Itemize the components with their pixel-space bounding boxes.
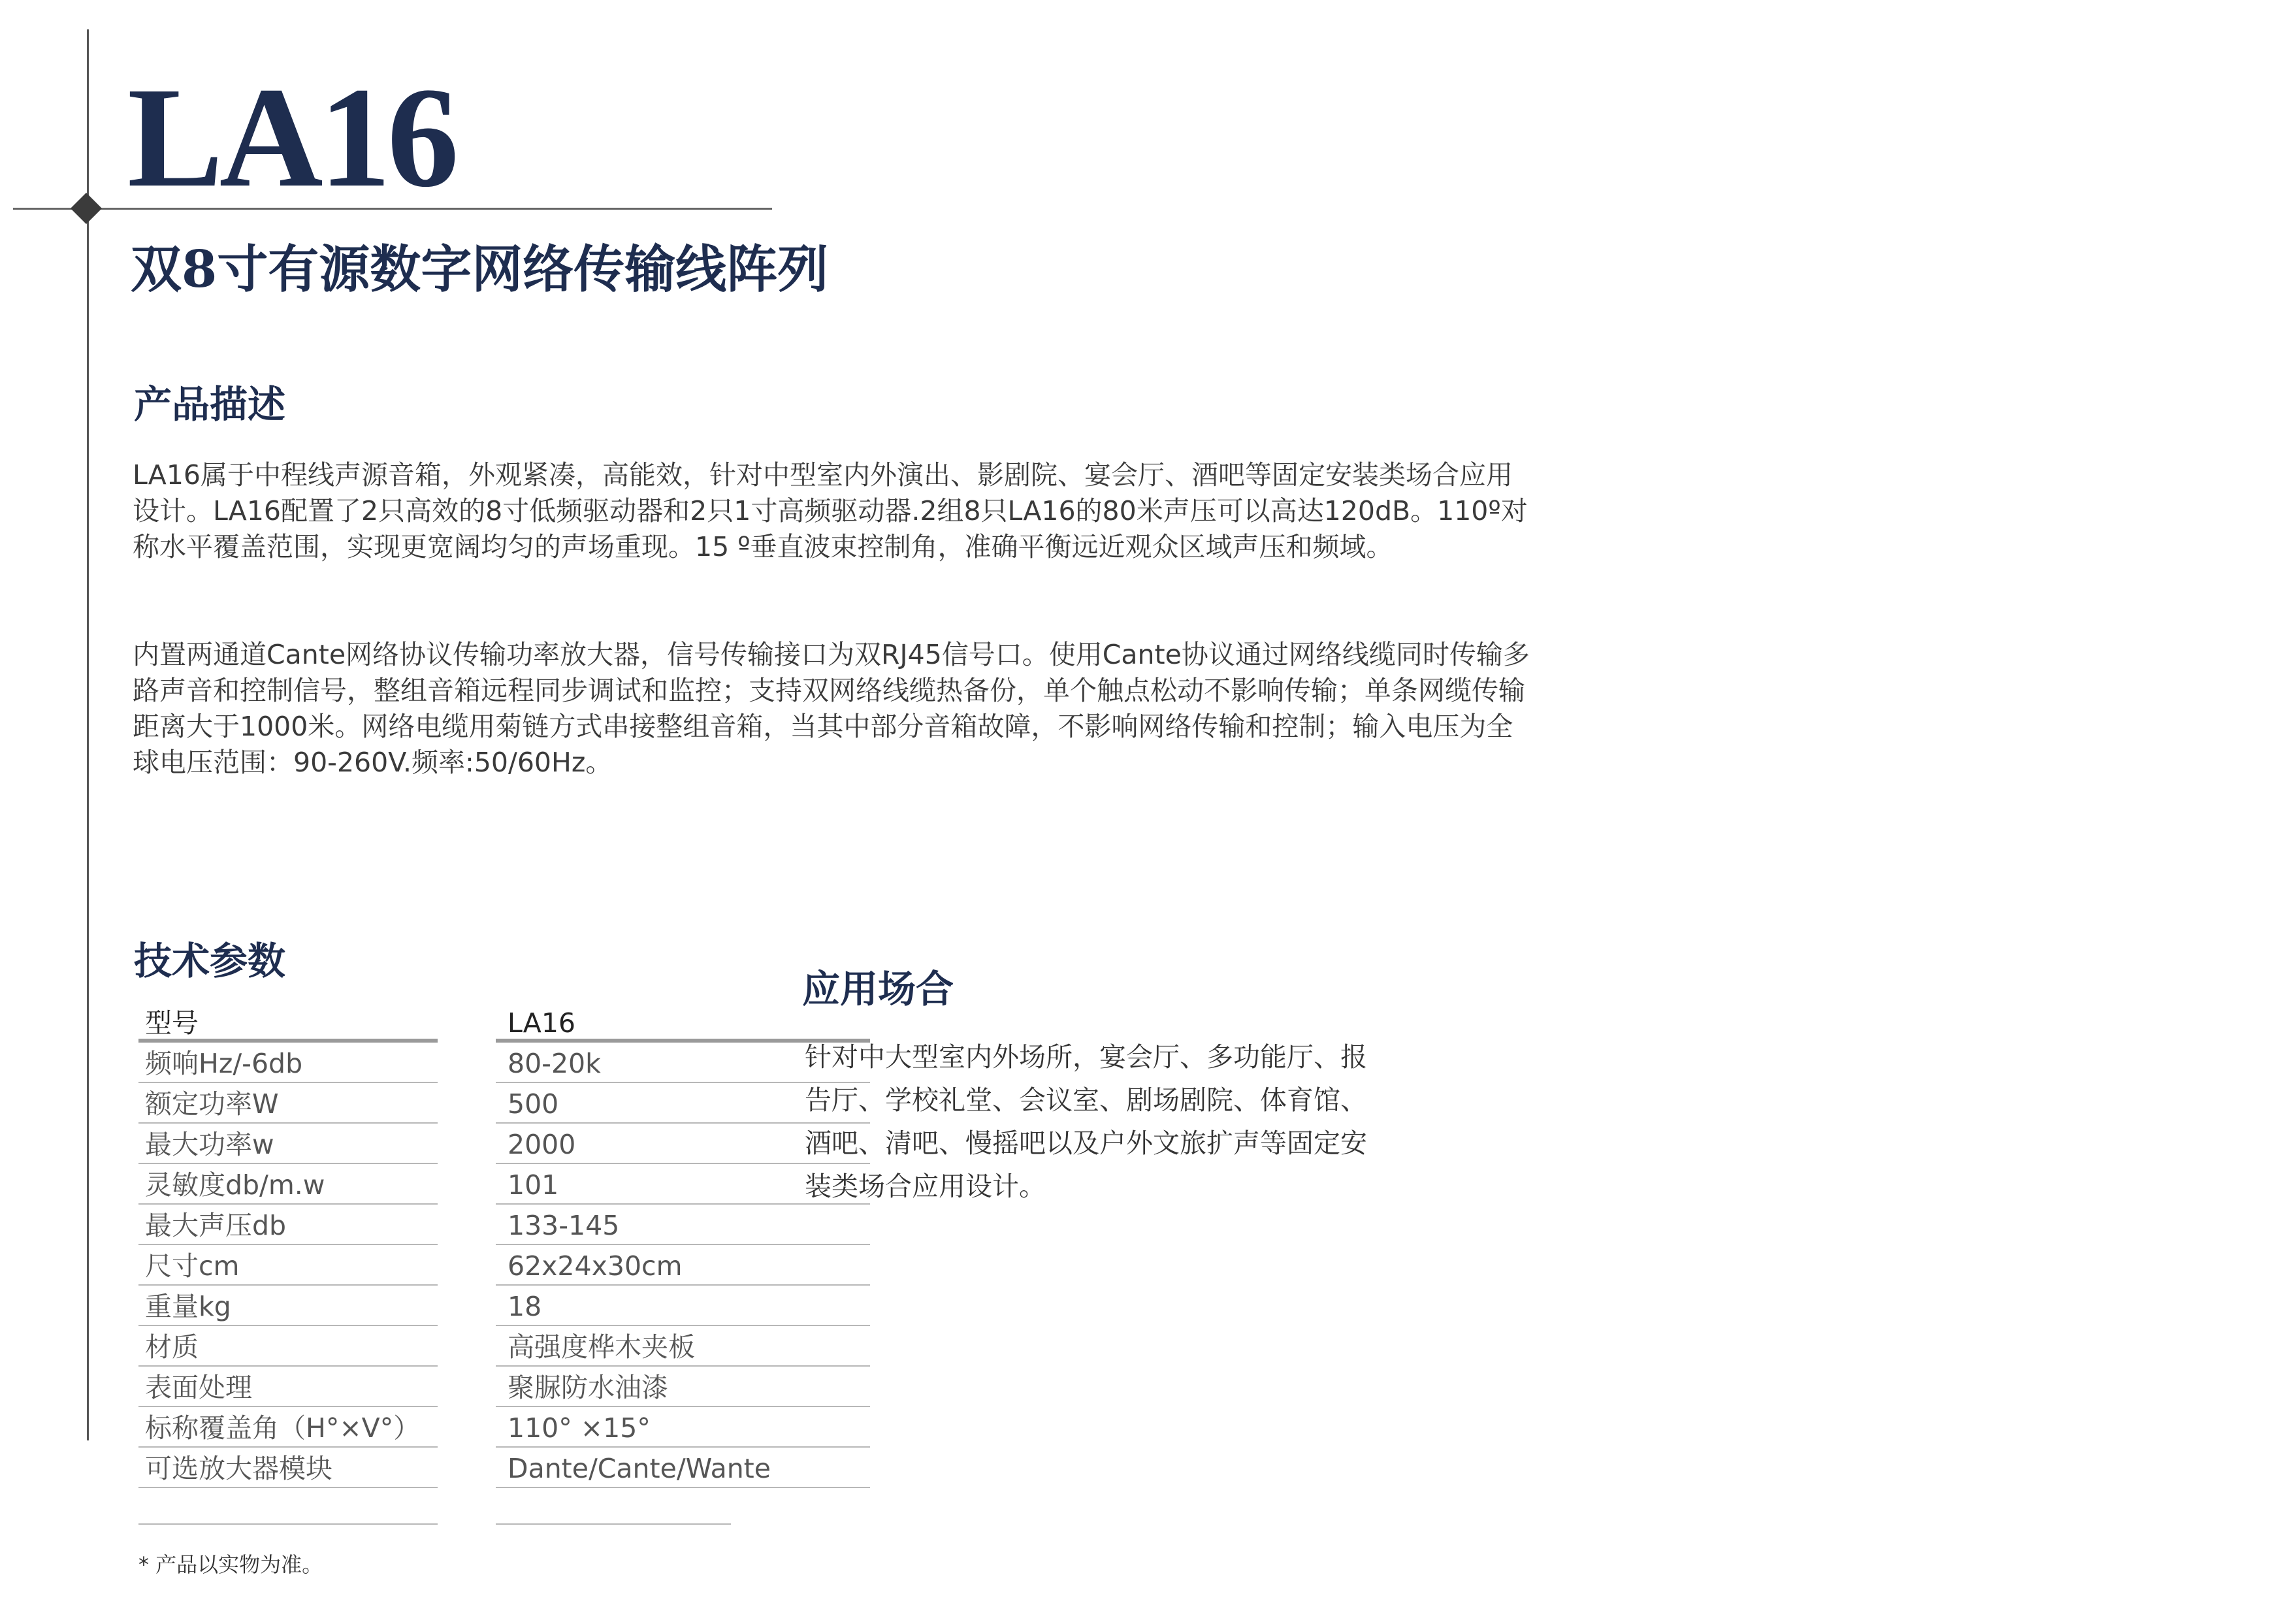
product-title: LA16 xyxy=(127,57,455,217)
spec-value: 2000 xyxy=(508,1129,576,1160)
spec-label: 最大声压db xyxy=(145,1210,287,1241)
description-paragraph-2: 内置两通道Cante网络协议传输功率放大器，信号传输接口为双RJ45信号口。使用Cante协议通过网络线缆同时传输多路声音和控制信号，整组音箱远程同步调试和监控；支持双网络线缆热备份，单个触点松动不影响传输；单条网缆传输距离大于1000米。网络电缆用菊链方式串接整组音箱，当其中部分音箱故障，不影响网络传输和控制；输入电压为全球电压范围：90-260V.频率:50/60Hz。 xyxy=(133,639,1530,778)
spec-value: 101 xyxy=(508,1169,559,1201)
spec-label: 重量kg xyxy=(145,1291,231,1322)
spec-value: Dante/Cante/Wante xyxy=(508,1453,771,1484)
spec-row xyxy=(138,1326,792,1367)
footnote: * 产品以实物为准。 xyxy=(138,1552,323,1577)
underline xyxy=(496,1487,870,1488)
spec-label: 额定功率W xyxy=(145,1088,279,1120)
spec-label: 标称覆盖角（H°×V°） xyxy=(145,1412,421,1444)
spec-row xyxy=(138,1286,792,1326)
spec-row xyxy=(138,1407,792,1448)
spec-value: 500 xyxy=(508,1088,559,1120)
spec-row xyxy=(138,1083,792,1124)
specs-heading: 技术参数 xyxy=(134,939,286,983)
spec-row xyxy=(138,1245,792,1286)
spec-label: 最大功率w xyxy=(145,1129,274,1160)
description-heading: 产品描述 xyxy=(134,382,286,427)
spec-label: 可选放大器模块 xyxy=(145,1453,332,1484)
spec-row xyxy=(138,1124,792,1164)
spec-value: 18 xyxy=(508,1291,542,1322)
spec-header-label: 型号 xyxy=(145,1007,199,1039)
spec-label: 表面处理 xyxy=(145,1372,252,1403)
spec-row xyxy=(138,1043,792,1083)
vertical-rule xyxy=(87,29,89,1440)
spec-label: 灵敏度db/m.w xyxy=(145,1169,325,1201)
spec-label: 材质 xyxy=(145,1331,199,1363)
spec-value: 80-20k xyxy=(508,1048,601,1079)
spec-value: 高强度桦木夹板 xyxy=(508,1331,695,1363)
spec-value: 110° ×15° xyxy=(508,1412,651,1444)
description-paragraph-1: LA16属于中程线声源音箱，外观紧凑，高能效，针对中型室内外演出、影剧院、宴会厅、酒吧等固定安装类场合应用设计。LA16配置了2只高效的8寸低频驱动器和2只1寸高频驱动器.2组8只LA16的80米声压可以高达120dB。110º对称水平覆盖范围，实现更宽阔均匀的声场重现。15 º垂直波束控制角，准确平衡远近观众区域声压和频域。 xyxy=(133,459,1528,562)
spec-value: 聚脲防水油漆 xyxy=(508,1372,668,1403)
diamond-ornament xyxy=(71,193,102,224)
spec-row xyxy=(138,1205,792,1245)
spec-label: 尺寸cm xyxy=(145,1250,240,1282)
spec-header-value: LA16 xyxy=(508,1007,576,1039)
application-heading: 应用场合 xyxy=(802,967,954,1011)
spec-row xyxy=(138,1448,792,1488)
application-text: 针对中大型室内外场所，宴会厅、多功能厅、报告厅、学校礼堂、会议室、剧场剧院、体育馆、酒吧、清吧、慢摇吧以及户外文旅扩声等固定安装类场合应用设计。 xyxy=(805,1041,1367,1202)
spec-row xyxy=(138,1164,792,1205)
spec-value: 62x24x30cm xyxy=(508,1250,683,1282)
spec-label: 频响Hz/-6db xyxy=(145,1048,303,1079)
table-end-rule-left xyxy=(138,1523,438,1525)
spec-header-row xyxy=(138,1002,792,1043)
spec-value: 133-145 xyxy=(508,1210,620,1241)
underline xyxy=(138,1487,438,1488)
product-subtitle: 双8寸有源数字网络传输线阵列 xyxy=(131,240,829,299)
spec-row xyxy=(138,1367,792,1407)
spec-table xyxy=(138,1002,792,1488)
table-end-rule-right xyxy=(496,1523,731,1525)
